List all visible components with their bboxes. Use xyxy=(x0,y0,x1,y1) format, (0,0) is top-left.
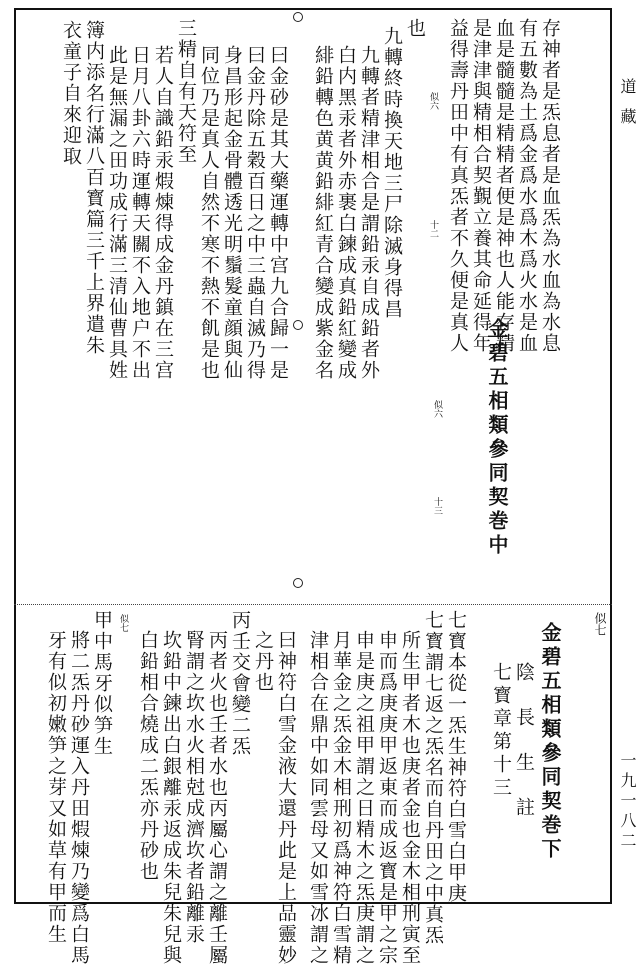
text-column: 曰金丹除五穀百日之中三蟲自滅乃得 xyxy=(244,45,266,381)
text-column: 九轉終時換天地三尸除滅身得昌 xyxy=(381,26,403,320)
text-column: 緋鉛轉色黄黄鉛緋紅青合變成紫金名 xyxy=(312,45,334,381)
author-line: 陰長生註 xyxy=(513,662,535,842)
text-column: 月華金之炁金木相刑初爲神符白雪精 xyxy=(330,630,352,966)
small-note: 似六 xyxy=(432,400,442,418)
small-note: 似七 xyxy=(118,614,128,632)
collection-label: 道藏 xyxy=(618,78,637,138)
text-column: 是津津與精相合契覲立養其命延得年 xyxy=(470,18,492,354)
small-note: 十二 xyxy=(428,220,438,238)
text-column: 腎謂之坎水火相尅成濟坎者鉛離汞 xyxy=(183,630,205,945)
text-column: 坎鉛中鍊出白銀離汞返成朱兒朱兒與 xyxy=(160,630,182,966)
text-column: 甲中馬牙似笋生 xyxy=(91,610,113,757)
text-column: 所生甲者木也庚者金也金木相刑寅至 xyxy=(399,630,421,966)
text-column: 曰神符白雪金液大還丹此是上品靈妙 xyxy=(275,630,297,966)
text-column: 丙者火也壬者水也丙屬心謂之離壬屬 xyxy=(206,630,228,966)
text-column: 九轉者精津相合是謂鉛汞自成鉛者外 xyxy=(358,45,380,381)
small-note: 十三 xyxy=(432,497,442,515)
text-column: 七寳本從一炁生神符白雪白甲庚 xyxy=(445,610,467,904)
volume-title: 金碧五相類參同契巻中 xyxy=(485,318,509,558)
text-column: 申而爲庚庚甲返東而成返寳是甲之宗 xyxy=(376,630,398,966)
binding-hole xyxy=(293,12,303,22)
text-column: 身昌形起金骨體透光明鬚髮童顔與仙 xyxy=(221,45,243,381)
text-column: 益得壽丹田中有真炁者不久便是真人 xyxy=(447,18,469,354)
small-note: 似六 xyxy=(428,92,438,110)
text-column: 申是庚之祖甲謂之日精木之炁庚謂之 xyxy=(353,630,375,966)
text-column: 七寳謂七返之炁名而自丹田之中真炁 xyxy=(422,610,444,946)
series-mark: 似七 xyxy=(593,612,607,636)
text-column: 之丹也 xyxy=(252,630,274,693)
text-column: 三精自有天符至 xyxy=(175,18,197,165)
text-column: 白内黑汞者外赤裹白鍊成真鉛紅變成 xyxy=(335,45,357,381)
page-divider xyxy=(14,604,612,605)
text-column: 衣童子自來迎取 xyxy=(60,20,82,167)
text-column: 此是無漏之田功成行滿三清仙曹具姓 xyxy=(106,45,128,381)
binding-hole xyxy=(293,578,303,588)
text-column: 曰金砂是其大藥運轉中宫九合歸一是 xyxy=(267,45,289,381)
text-column: 將二炁丹砂運入丹田煆煉乃變爲白馬 xyxy=(68,630,90,966)
text-column: 血是髓髓是精精者便是神也人能存精 xyxy=(493,18,515,354)
text-column: 丙壬交會變二炁 xyxy=(229,610,251,757)
text-column: 日月八卦六時運轉天關不入地户不出 xyxy=(129,45,151,381)
text-column: 牙有似初嫩笋之芽又如草有甲而生 xyxy=(45,630,67,945)
text-column: 有五數為土爲金爲水爲木爲火水是血 xyxy=(516,18,538,354)
chapter-heading: 七寳章第十三 xyxy=(490,662,512,800)
text-column: 白鉛相合燒成二炁亦丹砂也 xyxy=(137,630,159,882)
lower-page-title: 金碧五相類參同契巻下 xyxy=(538,622,562,862)
page-number: 一九一八二 xyxy=(618,752,637,852)
text-column: 同位乃是真人自然不寒不熱不飢是也 xyxy=(198,45,220,381)
text-column: 津相合在鼎中如同雲母又如雪冰謂之 xyxy=(307,630,329,966)
text-column: 若人自識鉛汞煆煉得成金丹鎮在三宫 xyxy=(152,45,174,381)
binding-hole xyxy=(293,320,303,330)
text-column: 簿内添名行滿八百寳篇三千上界遣朱 xyxy=(83,20,105,356)
text-column: 也 xyxy=(404,18,426,39)
text-column: 存神者是炁息者是血炁為水血為水息 xyxy=(539,18,561,354)
